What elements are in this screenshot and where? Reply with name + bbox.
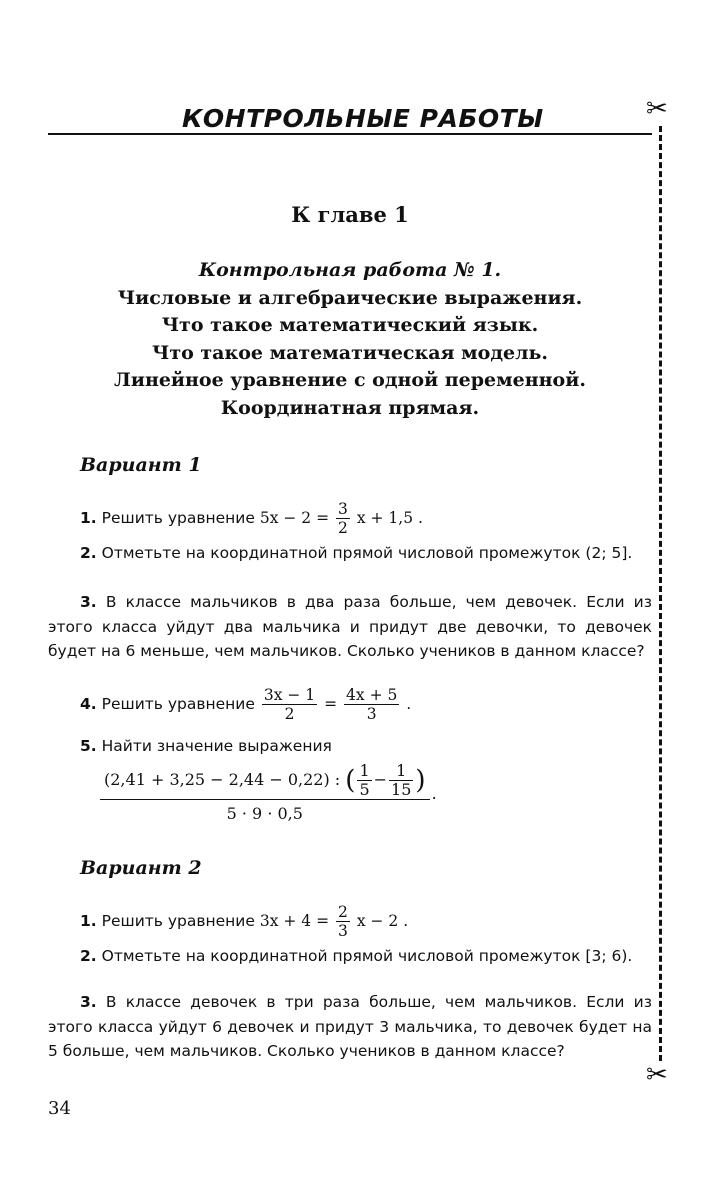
work-topic-4: Линейное уравнение с одной переменной.	[114, 369, 586, 391]
task-number: 3.	[80, 993, 97, 1011]
variant-2-label: Вариант 2	[80, 857, 202, 879]
work-topic-5: Координатная прямая.	[220, 396, 480, 419]
variant-1-label: Вариант 1	[80, 454, 202, 476]
task-text: В классе девочек в три раза больше, чем мальчиков. Если из этого класса уйдут 6 девочек и придут 3 мальчика, то девочек будет на 5 больше, чем мальчиков. Сколько учеников в данном классе?	[48, 993, 652, 1060]
task-text: Найти значение выражения	[101, 737, 332, 755]
header-rule	[48, 133, 652, 135]
interval: [3; 6).	[585, 947, 633, 965]
work-title: Контрольная работа № 1.	[198, 259, 502, 281]
task-number: 1.	[80, 509, 97, 527]
fraction-1-5: $\frac{1}{5}$	[359, 761, 370, 799]
v1-task-1	[80, 500, 580, 537]
task-text: Решить уравнение	[101, 509, 255, 527]
task-number: 5.	[80, 737, 97, 755]
work-topic-2: Что такое математический язык.	[161, 314, 539, 336]
expression-numerator: (2,41 + 3,25 − 2,44 − 0,22) : ( $\frac{1}{5}$ − $\frac{1}{15}$ )	[100, 762, 430, 800]
fraction-right: $\frac{4x + 5}{3}$	[346, 686, 398, 723]
work-topic-1: Числовые и алгебраические выражения.	[117, 286, 583, 309]
page-number: 34	[48, 1098, 71, 1119]
scissors-bottom-icon: ✂	[646, 1060, 668, 1090]
task-text: Отметьте на координатной прямой числовой промежуток	[101, 947, 581, 965]
v1-task-3	[48, 590, 652, 664]
work-title-block	[0, 257, 700, 422]
v2-task-1	[80, 903, 580, 940]
period: .	[406, 695, 412, 713]
scissors-top-icon: ✂	[646, 94, 668, 124]
equation-rhs: x − 2 .	[356, 912, 409, 930]
equals-sign: =	[324, 695, 338, 713]
v1-task-2	[48, 541, 652, 566]
task-number: 1.	[80, 912, 97, 930]
task-text: Решить уравнение	[101, 695, 255, 713]
task-number: 3.	[80, 593, 97, 611]
expression-table	[100, 762, 438, 824]
work-topic-3: Что такое математическая модель.	[151, 341, 549, 364]
interval: (2; 5].	[585, 544, 633, 562]
chapter-title: К главе 1	[291, 202, 409, 227]
task-number: 2.	[80, 947, 97, 965]
task-text: Отметьте на координатной прямой числовой промежуток	[101, 544, 581, 562]
equation-lhs: 3x + 4 =	[259, 912, 330, 930]
task-number: 4.	[80, 695, 97, 713]
page-header-title: КОНТРОЛЬНЫЕ РАБОТЫ	[182, 104, 544, 133]
task-text: Решить уравнение	[101, 912, 255, 930]
task-text: В классе мальчиков в два раза больше, чем девочек. Если из этого класса уйдут два мальчика и придут две девочки, то девочек будет на 6 меньше, чем мальчиков. Сколько учеников в данном классе?	[48, 593, 653, 660]
equation-lhs: 5x − 2 =	[259, 509, 330, 527]
fraction: $\frac{3}{2}$	[338, 500, 348, 537]
fraction-1-15: $\frac{1}{15}$	[391, 761, 412, 799]
v2-task-3	[48, 990, 652, 1064]
v1-task-5	[80, 734, 640, 759]
v2-task-2	[48, 944, 652, 969]
period: .	[431, 783, 437, 803]
fraction-left: $\frac{3x - 1}{2}$	[263, 686, 316, 723]
expression-denominator: 5 · 9 · 0,5	[226, 804, 303, 823]
expression-fraction	[100, 762, 438, 824]
fraction: $\frac{2}{3}$	[338, 903, 348, 940]
v1-task-4	[80, 686, 500, 723]
equation-rhs: x + 1,5 .	[356, 509, 423, 527]
task-number: 2.	[80, 544, 97, 562]
